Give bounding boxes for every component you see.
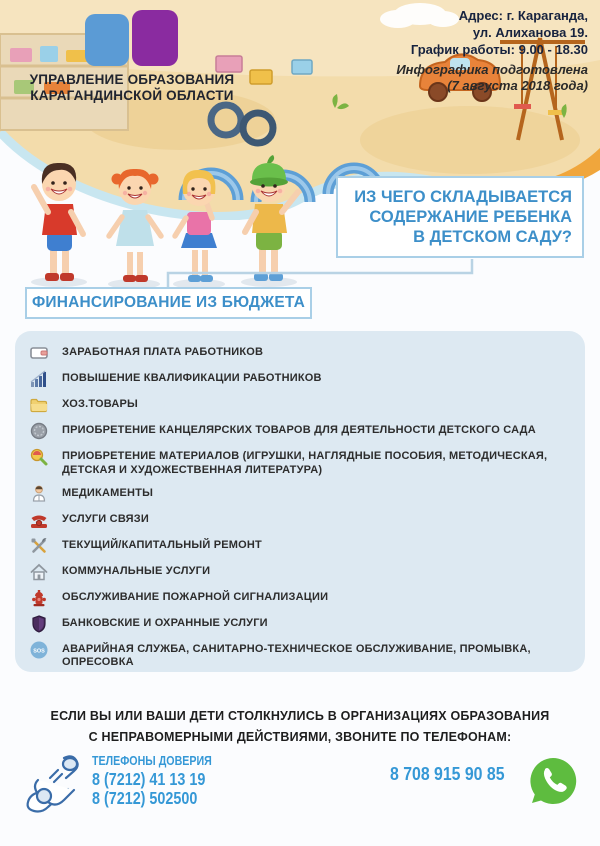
- budget-items-panel: [15, 331, 585, 672]
- wallet-icon: [29, 343, 49, 363]
- whatsapp-number: 8 708 915 90 85: [390, 764, 505, 784]
- hotline-block: [92, 752, 238, 808]
- prepared-line1: Инфографика подготовлена: [396, 62, 588, 77]
- whatsapp-icon: [528, 756, 578, 806]
- list-item-label: АВАРИЙНАЯ СЛУЖБА, САНИТАРНО-ТЕХНИЧЕСКОЕ ОБСЛУЖИВАНИЕ, ПРОМЫВКА, ОПРЕСОВКА: [62, 642, 531, 669]
- address-block: [411, 7, 588, 58]
- hotline-title: ТЕЛЕФОНЫ ДОВЕРИЯ: [92, 753, 212, 768]
- coin-icon: [29, 421, 49, 441]
- organization-name-line1: УПРАВЛЕНИЕ ОБРАЗОВАНИЯ: [29, 72, 235, 87]
- svg-text:SOS: SOS: [33, 647, 45, 654]
- prepared-note: [396, 62, 588, 94]
- prepared-line2: (7 августа 2018 года): [447, 78, 588, 93]
- organization-name-line2: КАРАГАНДИНСКОЙ ОБЛАСТИ: [30, 88, 234, 103]
- finance-title-box: [25, 287, 312, 319]
- hotline-warning-text: [0, 706, 600, 748]
- list-item: [29, 424, 569, 441]
- list-item: [29, 513, 569, 530]
- list-item-label: МЕДИКАМЕНТЫ: [62, 486, 154, 499]
- list-item: [29, 617, 569, 634]
- fire-hydrant-icon: [29, 588, 49, 608]
- question-line1: ИЗ ЧЕГО СКЛАДЫВАЕТСЯ: [354, 188, 572, 206]
- list-item-label: ПРИОБРЕТЕНИЕ КАНЦЕЛЯРСКИХ ТОВАРОВ ДЛЯ ДЕЯТЕЛЬНОСТИ ДЕТСКОГО САДА: [62, 424, 536, 436]
- warning-line2: С НЕПРАВОМЕРНЫМИ ДЕЙСТВИЯМИ, ЗВОНИТЕ ПО ТЕЛЕФОНАМ:: [88, 730, 512, 744]
- children-illustration: [4, 132, 339, 290]
- list-item: [29, 539, 569, 556]
- list-item-label: ТЕКУЩИЙ/КАПИТАЛЬНЫЙ РЕМОНТ: [62, 538, 262, 551]
- telephone-icon: [29, 510, 49, 530]
- question-line2: СОДЕРЖАНИЕ РЕБЕНКА: [369, 208, 572, 226]
- list-item-label: ЗАРАБОТНАЯ ПЛАТА РАБОТНИКОВ: [62, 346, 264, 358]
- house-icon: [29, 562, 49, 582]
- address-line1: Адрес: г. Караганда,: [458, 8, 588, 23]
- kid-pink-top: [175, 170, 217, 282]
- hotline-phone-1: 8 (7212) 41 13 19: [92, 769, 206, 789]
- folder-icon: [29, 395, 49, 415]
- logo-purple-square: [132, 10, 178, 66]
- list-item-label: ОБСЛУЖИВАНИЕ ПОЖАРНОЙ СИГНАЛИЗАЦИИ: [62, 590, 329, 603]
- kid-green-cap: [245, 155, 298, 281]
- list-item-label: ПОВЫШЕНИЕ КВАЛИФИКАЦИИ РАБОТНИКОВ: [62, 372, 322, 384]
- list-item: [29, 346, 569, 363]
- list-item-label: ХОЗ.ТОВАРЫ: [62, 398, 139, 410]
- list-item-label: ПРИОБРЕТЕНИЕ МАТЕРИАЛОВ (ИГРУШКИ, НАГЛЯДНЫЕ ПОСОБИЯ, МЕТОДИЧЕСКАЯ, ДЕТСКАЯ И ХУДОЖЕСТВЕННАЯ ЛИТЕРАТУРА): [62, 450, 548, 476]
- address-line2: ул. Алиханова 19.: [472, 25, 588, 40]
- organization-name: [6, 72, 258, 104]
- sos-icon: [29, 640, 49, 660]
- list-item: [29, 565, 569, 582]
- list-item: [29, 450, 569, 478]
- list-item: [29, 643, 569, 671]
- toy-rattle-icon: [29, 447, 49, 467]
- kid-red-shirt: [34, 163, 83, 281]
- hand-phone-icon: [20, 752, 90, 818]
- list-item: [29, 372, 569, 389]
- list-item: [29, 591, 569, 608]
- hotline-phone-2: 8 (7212) 502500: [92, 788, 198, 808]
- list-item: [29, 487, 569, 504]
- list-item: [29, 398, 569, 415]
- question-title-box: [336, 176, 584, 258]
- tools-icon: [29, 536, 49, 556]
- list-item-label: КОММУНАЛЬНЫЕ УСЛУГИ: [62, 564, 211, 577]
- doctor-icon: [29, 484, 49, 504]
- question-line3: В ДЕТСКОМ САДУ?: [413, 228, 572, 246]
- warning-line1: ЕСЛИ ВЫ ИЛИ ВАШИ ДЕТИ СТОЛКНУЛИСЬ В ОРГАНИЗАЦИЯХ ОБРАЗОВАНИЯ: [50, 709, 550, 723]
- logo-blue-square: [85, 14, 129, 66]
- list-item-label: УСЛУГИ СВЯЗИ: [62, 512, 149, 525]
- finance-title: ФИНАНСИРОВАНИЕ ИЗ БЮДЖЕТА: [31, 294, 306, 311]
- organization-logo: [85, 10, 180, 68]
- list-item-label: БАНКОВСКИЕ И ОХРАННЫЕ УСЛУГИ: [62, 616, 268, 629]
- kid-blue-dress: [109, 169, 161, 282]
- growth-chart-icon: [29, 369, 49, 389]
- shield-icon: [29, 614, 49, 634]
- work-hours: График работы: 9.00 - 18.30: [410, 42, 588, 57]
